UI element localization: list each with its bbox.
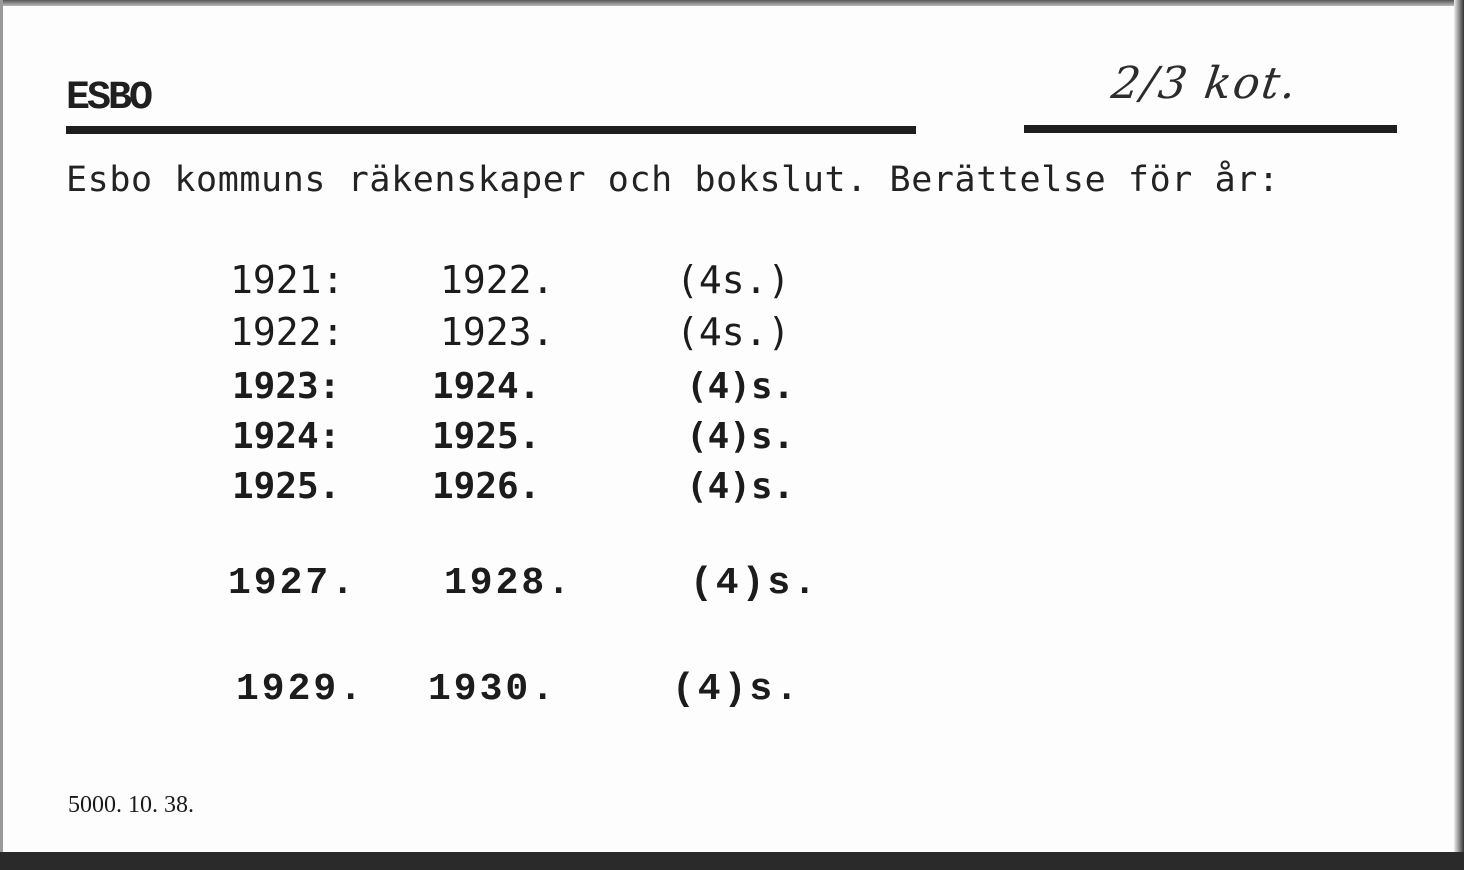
card-top-edge [0,0,1464,6]
row-5-year-b: 1926. [432,466,541,507]
row-3-year-b: 1924. [432,366,541,407]
row-4-year-b: 1925. [432,416,541,457]
row-2-year-b: 1923. [440,310,555,354]
card-description: Esbo kommuns räkenskaper och bokslut. Berättelse för år: [66,160,1280,200]
row-4-pages: (4)s. [686,416,795,457]
row-6-pages: (4)s. [690,562,820,605]
row-4-year-a: 1924: [232,416,341,457]
row-6-year-b: 1928. [444,562,574,605]
row-5-year-a: 1925. [232,466,341,507]
row-6-year-a: 1927. [228,562,358,605]
card-header-title: ESBO [66,76,151,121]
card-left-edge [0,0,3,870]
row-3-pages: (4)s. [686,366,795,407]
row-7-year-b: 1930. [428,668,558,711]
header-rule-right [1024,125,1397,133]
card-right-edge [1454,0,1464,870]
row-2-pages: (4s.) [676,310,791,354]
row-7-year-a: 1929. [236,668,366,711]
row-5-pages: (4)s. [686,466,795,507]
handwritten-note: 2/3 kot. [1108,58,1302,109]
row-1-year-b: 1922. [440,258,555,302]
row-2-year-a: 1922: [230,310,345,354]
print-code: 5000. 10. 38. [68,792,194,818]
card-bottom-edge [0,852,1464,870]
row-1-pages: (4s.) [676,258,791,302]
row-7-pages: (4)s. [672,668,802,711]
header-rule-left [66,126,916,134]
row-3-year-a: 1923: [232,366,341,407]
row-1-year-a: 1921: [230,258,345,302]
